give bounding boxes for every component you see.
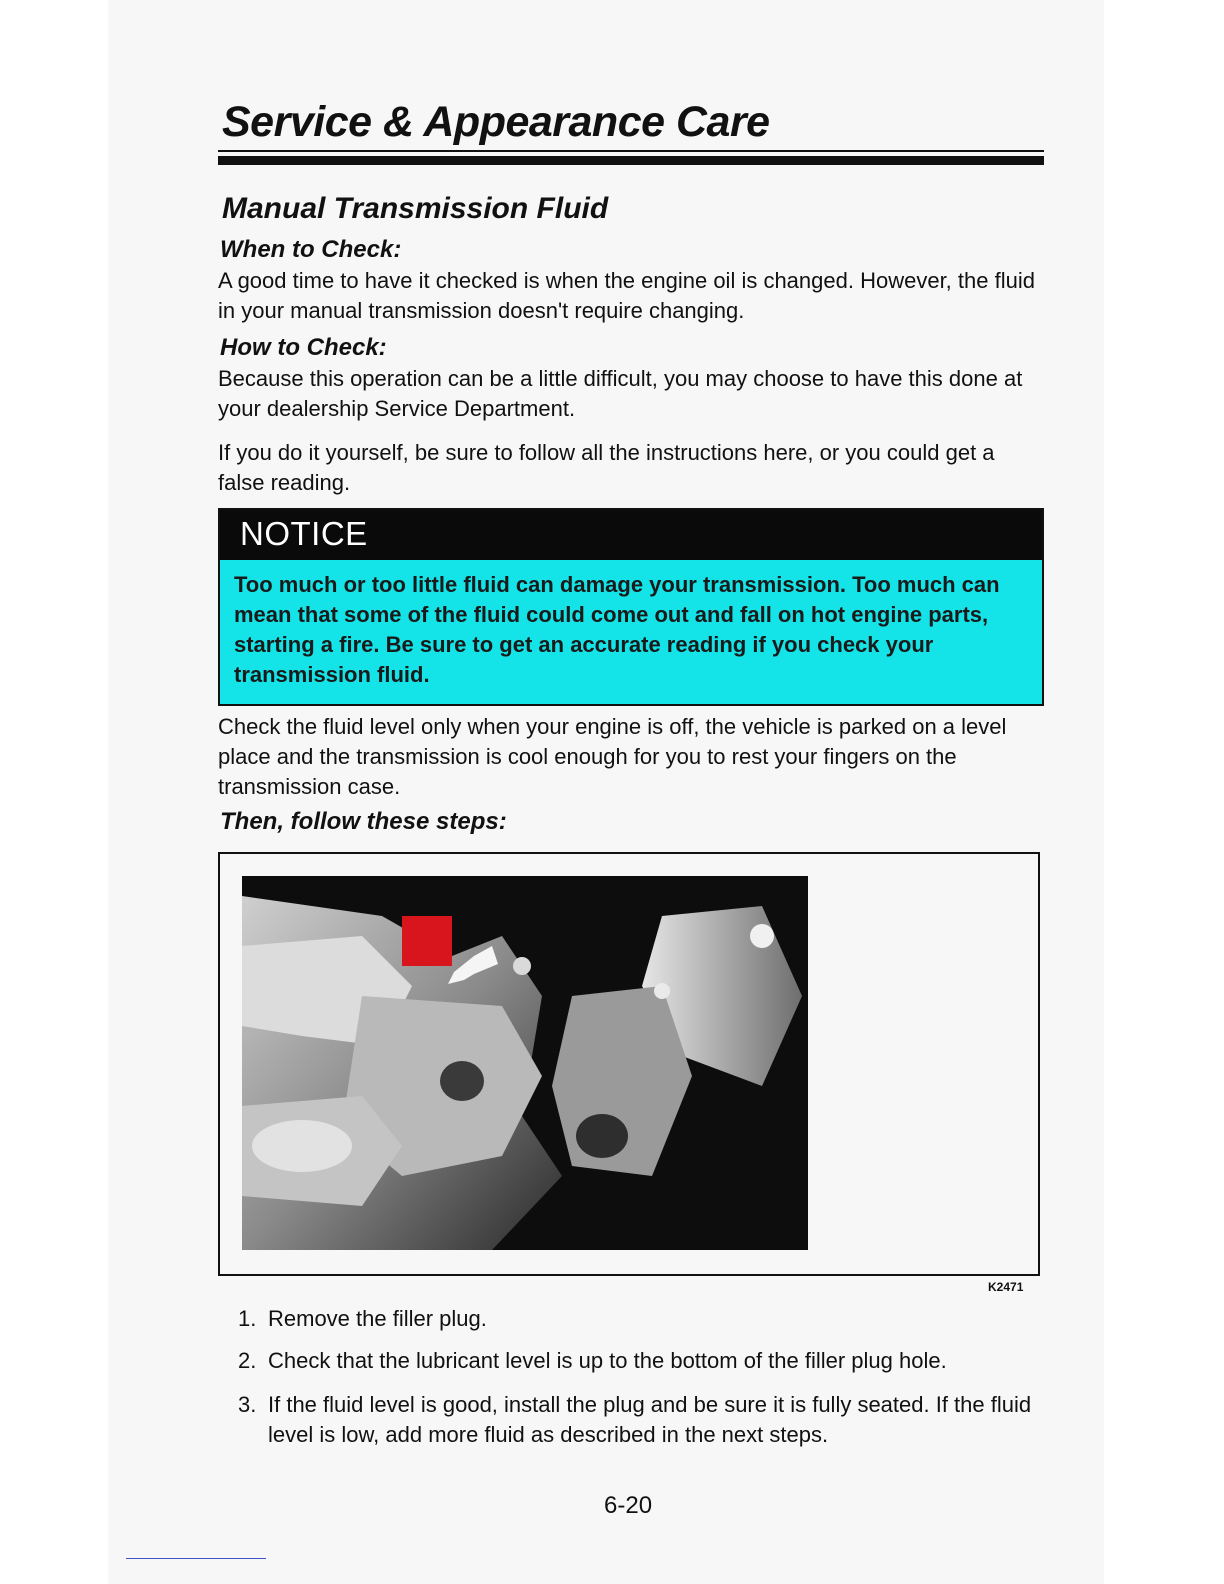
header-rule-thin <box>218 150 1044 152</box>
chapter-title: Service & Appearance Care <box>222 98 770 146</box>
check-conditions-text: Check the fluid level only when your engine is off, the vehicle is parked on a level place and the transmission is cool enough for you to rest your fingers on the transmission case. <box>218 714 1007 799</box>
how-to-check-text: Because this operation can be a little difficult, you may choose to have this done at your dealership Service Department. <box>218 366 1023 421</box>
diy-warning-text: If you do it yourself, be sure to follow all the instructions here, or you could get a false reading. <box>218 440 995 495</box>
steps-heading: Then, follow these steps: <box>220 808 507 835</box>
step-number: 2. <box>238 1348 257 1373</box>
notice-box <box>218 508 1044 706</box>
notice-title: NOTICE <box>240 515 368 552</box>
header-rule-thick <box>218 156 1044 165</box>
when-to-check-heading: When to Check: <box>220 236 402 263</box>
figure-code: K2471 <box>988 1280 1024 1294</box>
step-text: Remove the filler plug. <box>268 1306 487 1331</box>
section-title: Manual Transmission Fluid <box>222 192 609 225</box>
transmission-photo <box>242 876 808 1250</box>
step-text: Check that the lubricant level is up to the bottom of the filler plug hole. <box>268 1348 947 1373</box>
how-to-check-heading: How to Check: <box>220 334 387 361</box>
notice-header <box>220 510 1042 560</box>
transmission-photo-image <box>242 876 808 1250</box>
notice-text: Too much or too little fluid can damage your transmission. Too much can mean that some of the fluid could come out and fall on hot engine parts, starting a fire. Be sure to get an accurate reading if you check your transmission fluid. <box>234 572 1000 687</box>
step-text: If the fluid level is good, install the plug and be sure it is fully seated. If the fluid level is low, add more fluid as described in the next steps. <box>268 1392 1032 1447</box>
footer-link-underline[interactable] <box>126 1558 266 1559</box>
page-number: 6-20 <box>604 1492 653 1519</box>
when-to-check-text: A good time to have it checked is when the engine oil is changed. However, the fluid in your manual transmission doesn't require changing. <box>218 268 1035 323</box>
figure-frame <box>218 852 1040 1276</box>
step-number: 1. <box>238 1306 257 1331</box>
filler-plug-marker <box>402 916 452 966</box>
step-number: 3. <box>238 1392 257 1417</box>
